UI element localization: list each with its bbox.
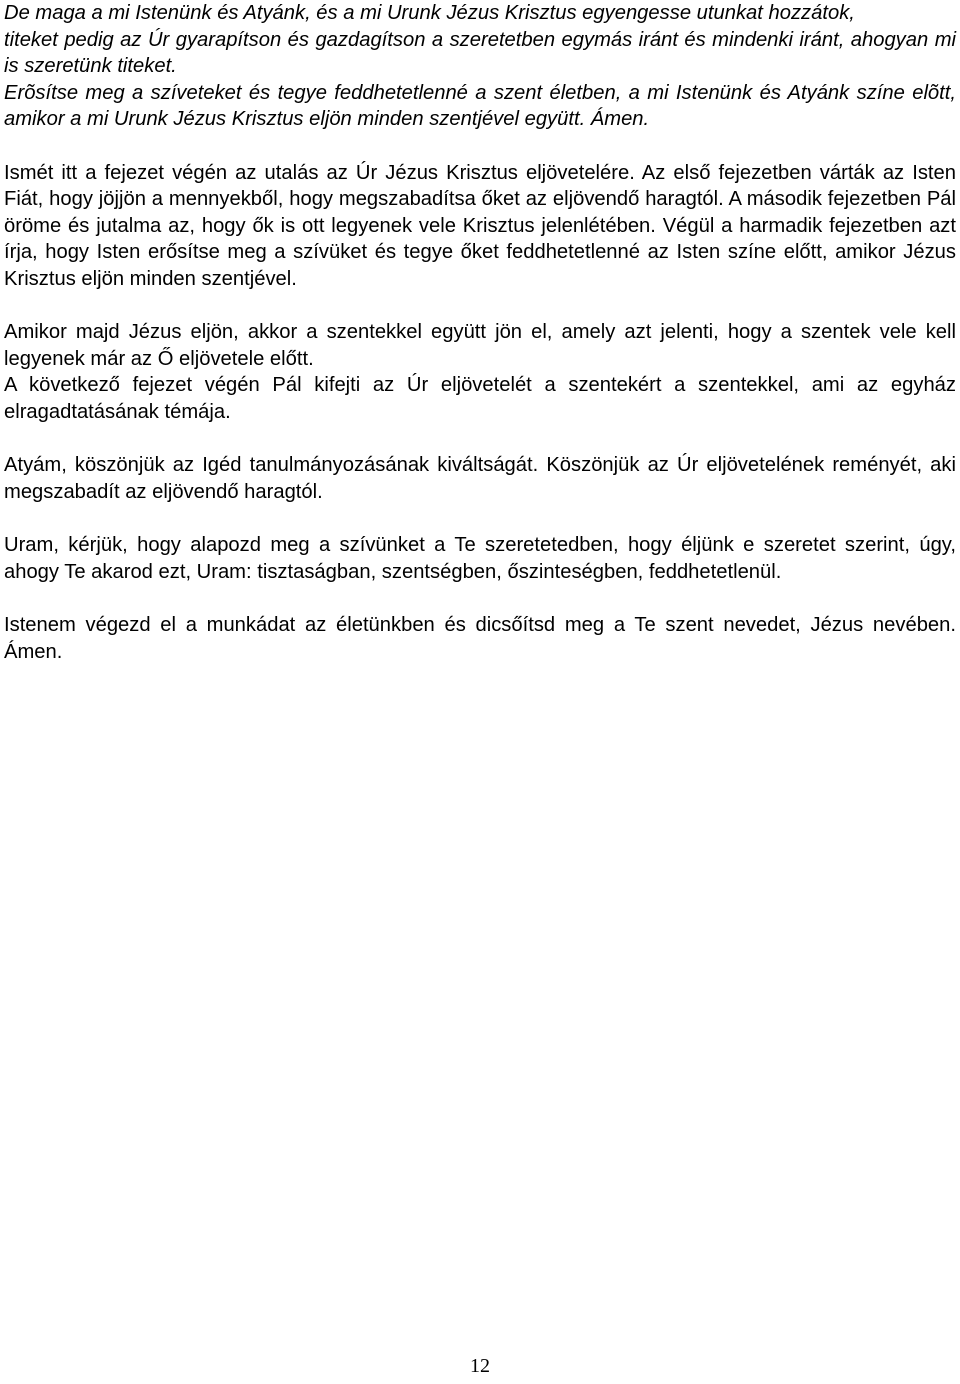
prayer-paragraph-3: Istenem végezd el a munkádat az életünkben és dicsőítsd meg a Te szent nevedet, Jézus nevében. Ámen. — [4, 614, 956, 663]
verse-line-1: De maga a mi Istenünk és Atyánk, és a mi Urunk Jézus Krisztus egyengesse utunkat hozzátok, — [4, 2, 855, 24]
page-number: 12 — [470, 1355, 490, 1377]
prayer-paragraph-1: Atyám, köszönjük az Igéd tanulmányozásának kiváltságát. Köszönjük az Úr eljövetelének reményét, aki megszabadít az eljövendő haragtól. — [4, 454, 956, 503]
paragraph-coming-with-saints: Amikor majd Jézus eljön, akkor a szentekkel együtt jön el, amely azt jelenti, hogy a szentek vele kell legyenek már az Ő eljövetele előtt. — [4, 321, 956, 370]
paragraph-commentary: Ismét itt a fejezet végén az utalás az Úr Jézus Krisztus eljövetelére. Az első fejezetben várták az Isten Fiát, hogy jöjjön a mennyekből, hogy megszabadítsa őket az eljövendő haragtól. A második fejezetben Pál öröme és jutalma az, hogy ők is ott legyenek vele Krisztus jelenlétében. Végül a harmadik fejezetben azt írja, hogy Isten erősítse meg a szívüket és tegye őket feddhetetlenné az Isten színe előtt, amikor Jézus Krisztus eljön minden szentjével. — [4, 161, 956, 290]
verse-block — [4, 0, 956, 133]
verse-line-3: Erõsítse meg a szíveteket és tegye feddhetetlenné a szent életben, a mi Istenünk és Atyánk színe elõtt, amikor a mi Urunk Jézus Krisztus eljön minden szentjével együtt. Ámen. — [4, 81, 956, 130]
document-page — [4, 0, 956, 665]
paragraph-next-chapter: A következő fejezet végén Pál kifejti az Úr eljövetelét a szentekért a szentekkel, ami az egyház elragadtatásának témája. — [4, 374, 956, 423]
verse-line-2: titeket pedig az Úr gyarapítson és gazdagítson a szeretetben egymás iránt és mindenki iránt, ahogyan mi is szeretünk titeket. — [4, 28, 956, 77]
prayer-paragraph-2: Uram, kérjük, hogy alapozd meg a szívünket a Te szeretetedben, hogy éljünk e szeretet szerint, úgy, ahogy Te akarod ezt, Uram: tisztaságban, szentségben, őszinteségben, feddhetetlenül. — [4, 534, 956, 583]
